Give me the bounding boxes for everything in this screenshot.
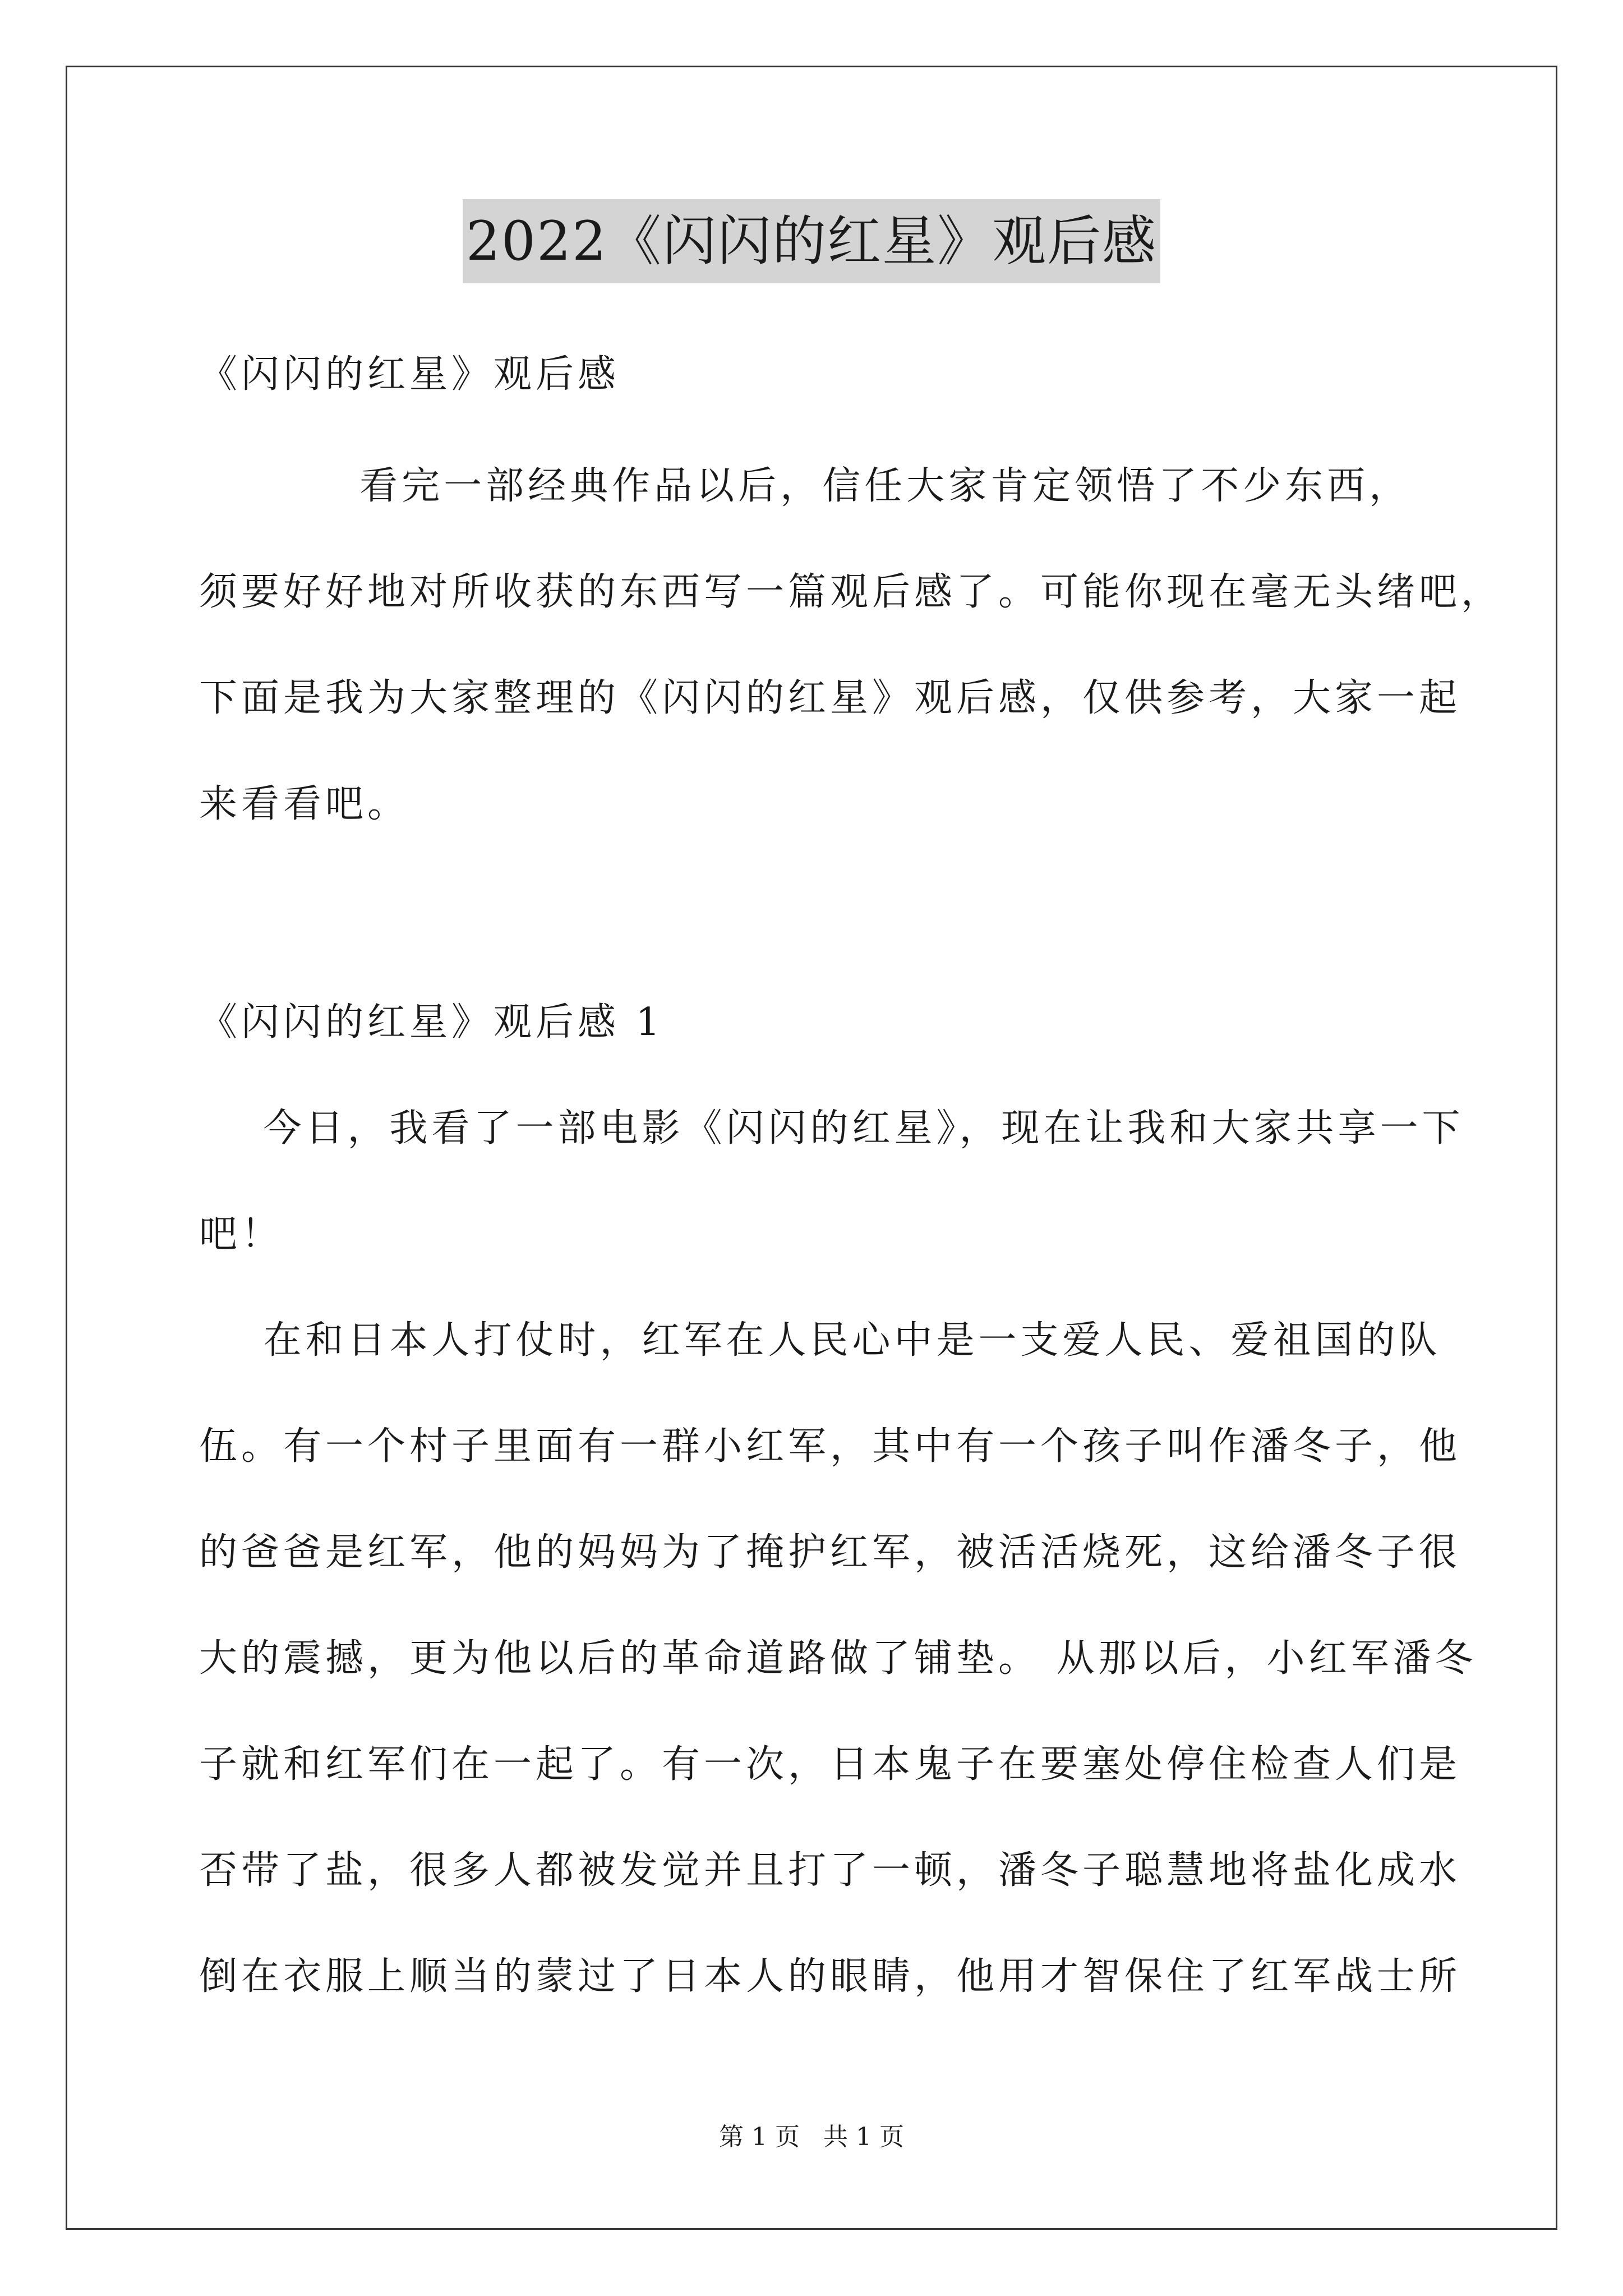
paragraph-line: 下面是我为大家整理的《闪闪的红星》观后感，仅供参考，大家一起 [199,676,1461,720]
page-number: 第 1 页 [719,2123,800,2151]
paragraph-line: 倒在衣服上顺当的蒙过了日本人的眼睛，他用才智保住了红军战士所 [199,1954,1461,1999]
page-total: 共 1 页 [823,2123,904,2151]
paragraph-line: 在和日本人打仗时，红军在人民心中是一支爱人民、爱祖国的队 [199,1318,1441,1363]
paragraph-line: 吧！ [199,1212,284,1257]
page-footer [0,2120,1623,2154]
subtitle-line: 《闪闪的红星》观后感 [199,352,620,397]
paragraph-line: 来看看吧。 [199,782,410,826]
paragraph-line: 今日，我看了一部电影《闪闪的红星》，现在让我和大家共享一下 [199,1106,1464,1151]
paragraph-line: 子就和红军们在一起了。有一次，日本鬼子在要塞处停住检查人们是 [199,1742,1461,1787]
paragraph-line: 须要好好地对所收获的东西写一篇观后感了。可能你现在毫无头绪吧， [199,570,1504,614]
section-heading: 《闪闪的红星》观后感 1 [199,1000,664,1045]
paragraph-line: 看完一部经典作品以后，信任大家肯定领悟了不少东西， [199,464,1412,508]
paragraph-line: 否带了盐，很多人都被发觉并且打了一顿，潘冬子聪慧地将盐化成水 [199,1848,1461,1893]
paragraph-line: 的爸爸是红军，他的妈妈为了掩护红军，被活活烧死，这给潘冬子很 [199,1530,1461,1575]
paragraph-line: 大的震撼，更为他以后的革命道路做了铺垫。 从那以后，小红军潘冬 [199,1636,1477,1681]
title-container [0,199,1623,283]
paragraph-line: 伍。有一个村子里面有一群小红军，其中有一个孩子叫作潘冬子，他 [199,1424,1461,1469]
document-title: 2022《闪闪的红星》观后感 [463,199,1160,283]
